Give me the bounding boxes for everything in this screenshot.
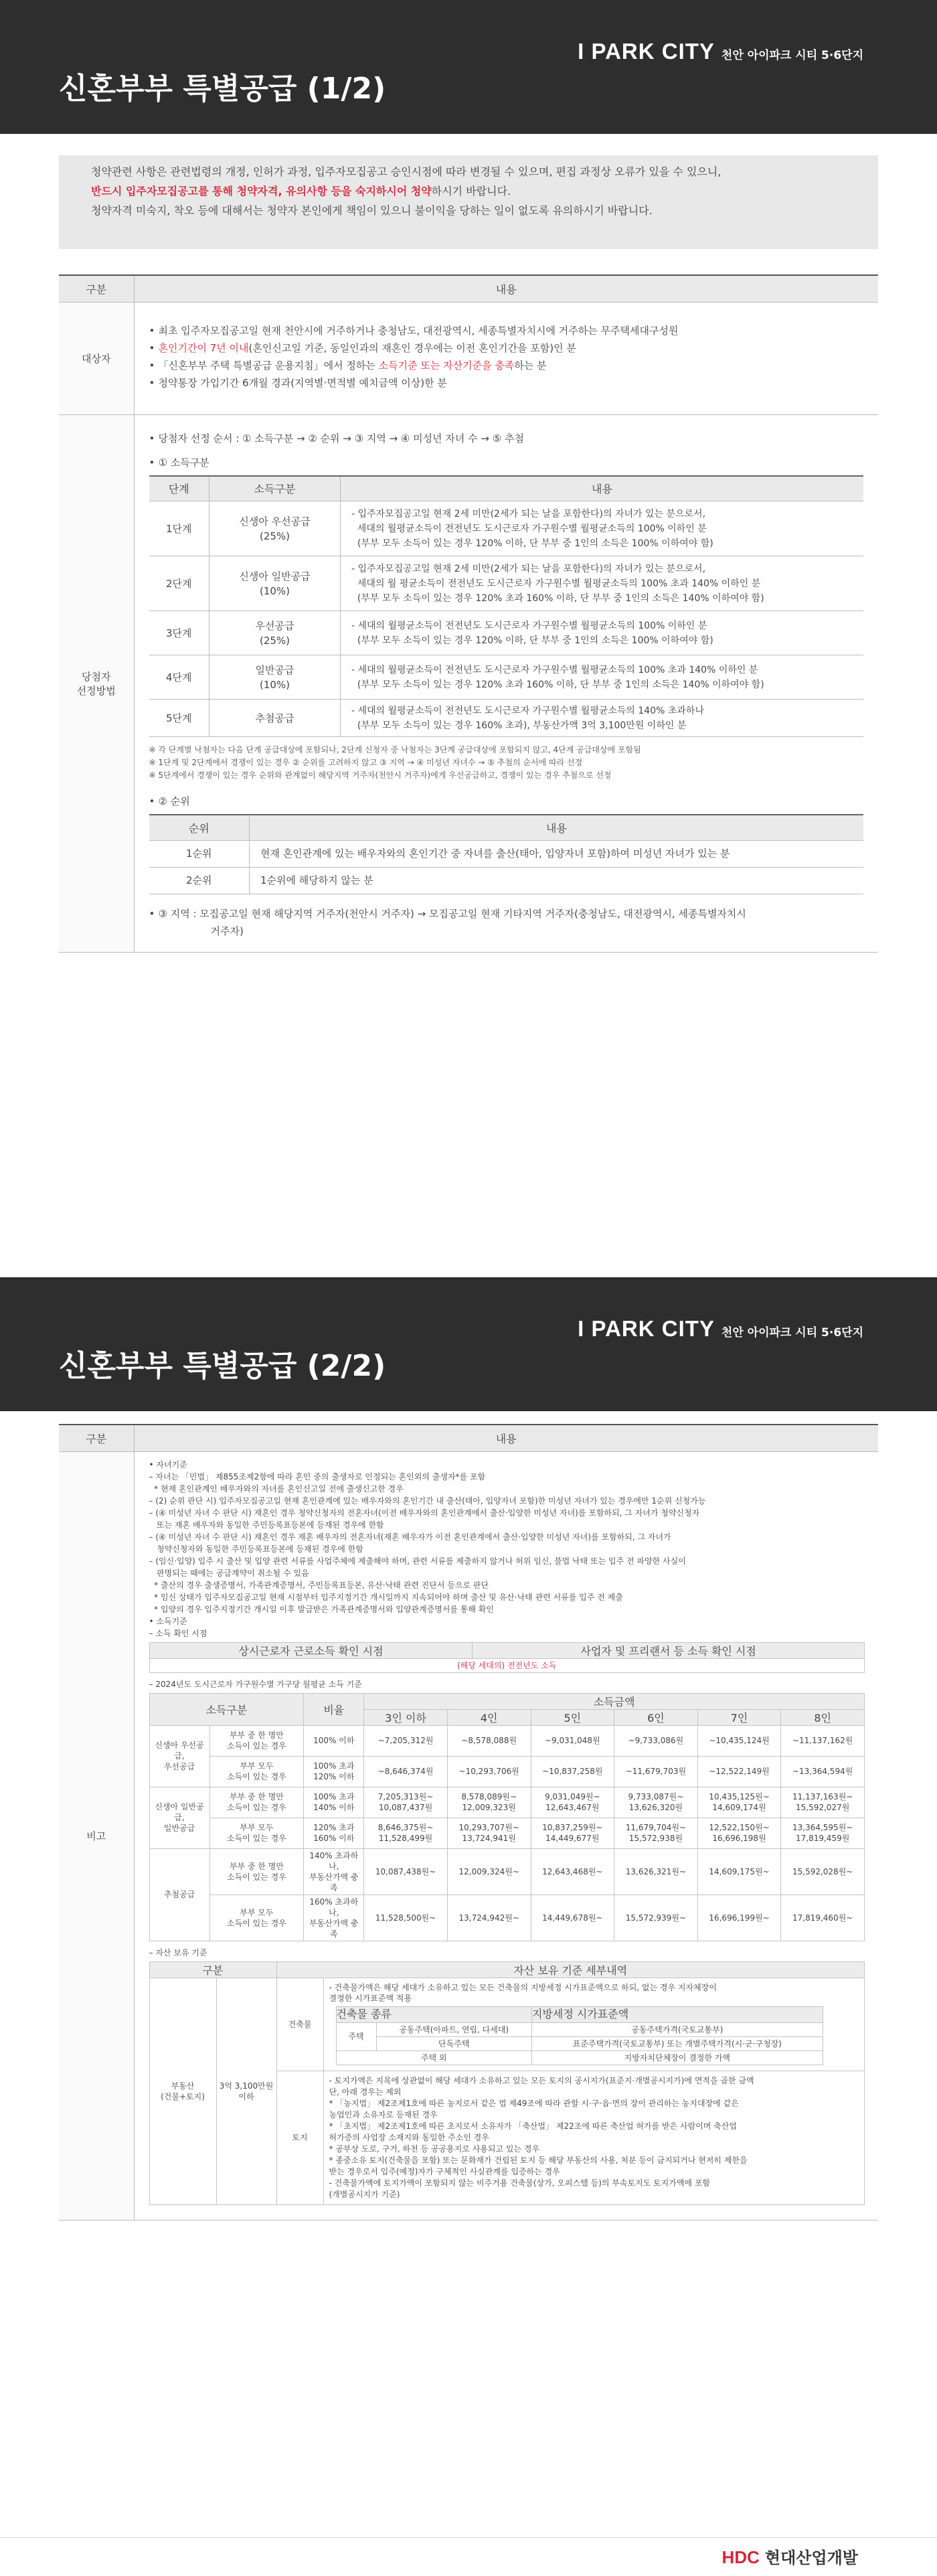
amount-cell: 14,449,678원~ xyxy=(531,1895,614,1941)
ratio-cell: 120% 초과 160% 이하 xyxy=(304,1818,364,1848)
amount-cell: 15,592,028원~ xyxy=(781,1848,865,1895)
income-row xyxy=(149,1787,865,1818)
brand-logo xyxy=(578,1316,863,1342)
amount-cell: ~11,679,703원 xyxy=(614,1756,698,1787)
building-detail xyxy=(323,1978,865,2071)
section-region xyxy=(149,905,864,940)
income-row xyxy=(149,1756,865,1787)
earner-cell: 부부 모두 소득이 있는 경우 xyxy=(209,1756,304,1787)
rank-cell: 1순위 xyxy=(149,840,250,867)
asset-land: 토지 xyxy=(276,2071,323,2204)
amount-cell: 11,528,500원~ xyxy=(364,1895,448,1941)
amount-cell: ~9,733,086원 xyxy=(614,1725,698,1756)
amount-cell: 10,837,259원~ 14,449,677원 xyxy=(531,1818,614,1848)
amount-cell: 12,522,150원~ 16,696,198원 xyxy=(697,1818,781,1848)
household-size-header: 7인 xyxy=(697,1709,781,1725)
land-detail: - 토지가액은 지목에 상관없이 해당 세대가 소유하고 있는 모든 토지의 공시지가(표준지·개별공시지가)에 면적을 곱한 금액 단, 아래 경우는 제외 * 「농지법」 제2조제1호에 따른 농지로서 같은 법 제49조에 따라 관할 시·구·읍·면의 장이 관리하는 농지대장에 같은 농업인과 소유자로 등재된 경우 * 「초지법」 제2조제1호에 따른 초지로서 소유자가 「축산법」 제22조에 따른 축산업 허가를 받은 사람이며 축산업 허가증의 사업장 소재지와 동일한 주소인 경우 * 공부상 도로, 구거, 하천 등 공공용지로 사용되고 있는 경우 * 종중소유 토지(건축물을 포함) 또는 문화재가 건립된 토지 등 해당 부동산의 사용, 처분 등이 금지되거나 현저히 제한을 받는 경우로서 입주(예정)자가 구체적인 사실관계를 입증하는 경우 - 건축물가액에 토지가액이 포함되지 않는 비주거용 건축물(상가, 오피스텔 등)의 부속토지도 토지가액에 포함 (개별공시지가 기준) xyxy=(323,2071,865,2204)
rank-row xyxy=(149,840,864,867)
tax-value: 표준주택가격(국토교통부) 또는 개별주택가격(시·군·구청장) xyxy=(531,2036,823,2050)
stage-cell: 5단계 xyxy=(149,700,209,737)
target-highlight: 혼인기간이 7년 이내 xyxy=(158,342,249,354)
remark-line: 판명되는 때에는 공급계약이 취소될 수 있음 xyxy=(149,1568,309,1578)
stage-cell: 4단계 xyxy=(149,655,209,700)
income-row xyxy=(149,1895,865,1941)
notice-line-3: 청약자격 미숙지, 착오 등에 대해서는 청약자 본인에게 책임이 있으니 불이익을 당하는 일이 없도록 유의하시기 바랍니다. xyxy=(91,204,653,217)
hdc-mark: HDC xyxy=(721,2547,760,2567)
building-type: 단독주택 xyxy=(376,2036,531,2050)
amount-cell: 10,087,438원~ xyxy=(364,1848,448,1895)
section-rank: • ② 순위 xyxy=(149,793,864,810)
page-header-2 xyxy=(0,1277,937,1411)
stage-desc-cell: - 세대의 월평균소득이 전전년도 도시근로자 가구원수별 월평균소득의 100% 이하인 분 (부부 모두 소득이 있는 경우 120% 이하, 단 부부 중 1인의 소득은 100% 이하여야 함) xyxy=(341,611,864,655)
selection-order: • 당첨자 선정 순서 : ① 소득구분 → ② 순위 → ③ 지역 → ④ 미성년 자녀 수 → ⑤ 추첨 xyxy=(149,430,864,447)
remark-line: – (④ 미성년 자녀 수 판단 시) 재혼인 경우 재혼 배우자의 전혼자녀(재혼 배우자가 이전 혼인관계에서 출산·입양한 미성년 자녀)를 포함하되, 그 자녀가 xyxy=(149,1532,671,1542)
remark-line: – 소득 확인 시점 xyxy=(149,1628,207,1638)
target-item: • 최초 입주자모집공고일 현재 천안시에 거주하거나 충청남도, 대전광역시, 세종특별자치시에 거주하는 무주택세대구성원 xyxy=(149,322,864,339)
income-group-cell: 신생아 우선공급, 우선공급 xyxy=(149,1725,209,1787)
amount-cell: ~12,522,149원 xyxy=(697,1756,781,1787)
amount-cell: 10,293,707원~ 13,724,941원 xyxy=(447,1818,531,1848)
building-type: 공동주택(아파트, 연립, 다세대) xyxy=(376,2022,531,2036)
stage-header: 단계 xyxy=(149,476,209,501)
asset-building: 건축물 xyxy=(276,1978,323,2071)
row-label-method xyxy=(59,414,134,952)
household-size-header: 6인 xyxy=(614,1709,698,1725)
rank-desc-header: 내용 xyxy=(250,815,864,840)
stage-cell: 1단계 xyxy=(149,501,209,556)
asset-title: – 자산 보유 기준 xyxy=(149,1947,207,1957)
target-text: 하는 분 xyxy=(514,359,547,372)
target-item xyxy=(149,339,864,357)
target-item: • 청약통장 가입기간 6개월 경과(지역별·면적별 예치금액 이상)한 분 xyxy=(149,374,864,392)
col-header-category: 구분 xyxy=(59,275,134,302)
remark-line: – (④ 미성년 자녀 수 판단 시) 재혼인 경우 청약신청자의 전혼자녀(이전 배우자와의 혼인관계에서 출산·입양한 미성년 자녀)를 포함하되, 그 자녀가 청약신청자 xyxy=(149,1508,700,1518)
remarks-content xyxy=(134,1451,878,2220)
income-group-cell: 신생아 일반공급, 일반공급 xyxy=(149,1787,209,1848)
logo-subtitle: 천안 아이파크 시티 5·6단지 xyxy=(721,49,863,62)
amount-cell: ~9,031,048원 xyxy=(531,1725,614,1756)
asset-detail-header: 자산 보유 기준 세부내역 xyxy=(276,1961,865,1978)
target-text: (혼인신고일 기준, 동일인과의 재혼인 경우에는 이전 혼인기간을 포함)인 분 xyxy=(248,342,576,354)
amount-cell: ~10,293,706원 xyxy=(447,1756,531,1787)
notice-line-1: 청약관련 사항은 관련법령의 개정, 인허가 과정, 입주자모집공고 승인시점에 따라 변경될 수 있으며, 편집 과정상 오류가 있을 수 있으니, xyxy=(91,165,721,178)
income-type-cell: 신생아 일반공급 (10%) xyxy=(209,556,341,611)
income-type-cell: 신생아 우선공급 (25%) xyxy=(209,501,341,556)
amount-cell: ~7,205,312원 xyxy=(364,1725,448,1756)
supply-table-1 xyxy=(59,274,878,953)
income-row xyxy=(149,1818,865,1848)
income-stage-row xyxy=(149,556,864,611)
company-name: 현대산업개발 xyxy=(764,2549,858,2567)
income-table-title: – 2024년도 도시근로자 가구원수별 가구당 월평균 소득 기준 xyxy=(149,1679,362,1689)
stage-note: ※ 1단계 및 2단계에서 경쟁이 있는 경우 ② 순위를 고려하지 않고 ③ 지역 → ④ 미성년 자녀수 → ⑤ 추첨의 순서에 따라 선정 xyxy=(149,758,583,767)
amount-cell: 8,646,375원~ 11,528,499원 xyxy=(364,1818,448,1848)
income-time-table xyxy=(149,1642,865,1673)
amount-cell: 12,009,324원~ xyxy=(447,1848,531,1895)
rank-header: 순위 xyxy=(149,815,250,840)
target-highlight: 소득기준 또는 자산기준을 충족 xyxy=(378,359,515,372)
notice-highlight: 반드시 입주자모집공고를 통해 청약자격, 유의사항 등을 숙지하시어 청약 xyxy=(91,185,432,197)
income-type-cell: 일반공급 (10%) xyxy=(209,655,341,700)
amount-cell: 16,696,199원~ xyxy=(697,1895,781,1941)
amount-cell: 14,609,175원~ xyxy=(697,1848,781,1895)
income-period: (해당 세대의) 전전년도 소득 xyxy=(149,1658,865,1672)
col-header-content: 내용 xyxy=(134,275,878,302)
ratio-cell: 160% 초과하나, 부동산가액 충족 xyxy=(304,1895,364,1941)
row-label-target: 대상자 xyxy=(59,302,134,414)
income-stage-table xyxy=(149,475,864,738)
income-type-cell: 우선공급 (25%) xyxy=(209,611,341,655)
notice-line-2 xyxy=(91,181,846,201)
page-title: 신혼부부 특별공급 (1/2) xyxy=(59,72,386,106)
amount-cell: 13,364,595원~ 17,819,459원 xyxy=(781,1818,865,1848)
household-size-header: 4인 xyxy=(447,1709,531,1725)
household-size-header: 5인 xyxy=(531,1709,614,1725)
amount-cell: 15,572,939원~ xyxy=(614,1895,698,1941)
stage-note: ※ 각 단계별 낙첨자는 다음 단계 공급대상에 포함되나, 2단계 신청자 중 낙첨자는 3단계 공급대상에 포함되지 않고, 4단계 공급대상에 포함됨 xyxy=(149,745,641,754)
method-label: 당첨자 xyxy=(82,670,111,683)
notice-line-2-rest: 하시기 바랍니다. xyxy=(431,185,511,197)
stage-desc-cell: - 입주자모집공고일 현재 2세 미만(2세가 되는 날을 포함한다)의 자녀가 있는 분으로서, 세대의 월 평균소득이 전전년도 도시근로자 가구원수별 월평균소득의 100% 초과 140% 이하인 분 (부부 모두 소득이 있는 경우 120% 초과 160% 이하, 단 부부 중 1인의 소득은 140% 이하여야 함) xyxy=(341,556,864,611)
logo-text: I PARK CITY xyxy=(578,39,715,64)
stage-cell: 3단계 xyxy=(149,611,209,655)
building-text: - 건축물가액은 해당 세대가 소유하고 있는 모든 건축물의 지방세정 시가표준액으로 하되, 없는 경우 지자체장이 결정한 시가표준액 적용 xyxy=(329,1982,717,2003)
rank-table xyxy=(149,814,864,894)
income-category-header: 소득구분 xyxy=(149,1693,304,1725)
remark-line: – 자녀는 「민법」 제855조제2항에 따라 혼인 중의 출생자로 인정되는 혼인외의 출생자*를 포함 xyxy=(149,1471,486,1481)
income-type-header: 소득구분 xyxy=(209,476,341,501)
asset-table xyxy=(149,1961,865,2205)
income-stage-row xyxy=(149,611,864,655)
earner-cell: 부부 모두 소득이 있는 경우 xyxy=(209,1818,304,1848)
amount-cell: ~10,837,258원 xyxy=(531,1756,614,1787)
target-content xyxy=(134,302,878,414)
rank-row xyxy=(149,867,864,894)
asset-category-header: 구분 xyxy=(149,1961,276,1978)
hdc-logo xyxy=(722,2545,858,2568)
rank-cell: 2순위 xyxy=(149,867,250,894)
remarks-lines xyxy=(149,1459,865,1639)
amount-cell: ~8,646,374원 xyxy=(364,1756,448,1787)
amount-cell: ~11,137,162원 xyxy=(781,1725,865,1756)
tax-value: 공동주택가격(국토교통부) xyxy=(531,2022,823,2036)
col-header-category: 구분 xyxy=(59,1425,134,1451)
asset-limit: 3억 3,100만원 이하 xyxy=(216,1978,276,2204)
logo-subtitle: 천안 아이파크 시티 5·6단지 xyxy=(721,1326,863,1340)
income-amount-table xyxy=(149,1693,865,1941)
stage-desc-cell: - 세대의 월평균소득이 전전년도 도시근로자 가구원수별 월평균소득의 140% 초과하나 (부부 모두 소득이 있는 경우 160% 초과), 부동산가액 3억 3,100만원 이하인 분 xyxy=(341,700,864,737)
income-stage-row xyxy=(149,700,864,737)
stage-desc-cell: - 세대의 월평균소득이 전전년도 도시근로자 가구원수별 월평균소득의 100% 초과 140% 이하인 분 (부부 모두 소득이 있는 경우 120% 초과 160% 이하, 단 부부 중 1인의 소득은 140% 이하여야 함) xyxy=(341,655,864,700)
stage-desc-cell: - 입주자모집공고일 현재 2세 미만(2세가 되는 날을 포함한다)의 자녀가 있는 분으로서, 세대의 월평균소득이 전전년도 도시근로자 가구원수별 월평균소득의 100% 이하인 분 (부부 모두 소득이 있는 경우 120% 이하, 단 부부 중 1인의 소득은 100% 이하여야 함) xyxy=(341,501,864,556)
method-label: 선정방법 xyxy=(76,684,116,697)
remark-line: 또는 재혼 배우자와 동일한 주민등록표등본에 등재된 경우에 한함 xyxy=(149,1520,384,1530)
amount-cell: ~8,578,088원 xyxy=(447,1725,531,1756)
footer xyxy=(0,2537,937,2576)
remark-line: 청약신청자와 동일한 주민등록표등본에 등재된 경우에 한함 xyxy=(149,1544,363,1554)
amount-cell: 7,205,313원~ 10,087,437원 xyxy=(364,1787,448,1818)
amount-header: 소득금액 xyxy=(364,1693,865,1709)
row-label-remarks: 비고 xyxy=(59,1451,134,2220)
remark-line: • 소득기준 xyxy=(149,1616,187,1626)
earner-cell: 부부 모두 소득이 있는 경우 xyxy=(209,1895,304,1941)
earner-cell: 부부 중 한 명만 소득이 있는 경우 xyxy=(209,1848,304,1895)
stage-note: ※ 5단계에서 경쟁이 있는 경우 순위와 관계없이 해당지역 거주자(천안시 거주자)에게 우선공급하고, 경쟁이 있는 경우 추첨으로 선정 xyxy=(149,771,612,780)
notice-box xyxy=(59,155,878,249)
remark-line: * 임신 상태가 입주자모집공고일 현재 시점부터 입주지정기간 개시일까지 지속되어야 하며 출산 및 유산·낙태 관련 서류를 입주 전 제출 xyxy=(149,1592,623,1602)
income-stage-row xyxy=(149,655,864,700)
amount-cell: 11,679,704원~ 15,572,938원 xyxy=(614,1818,698,1848)
asset-category: 부동산 (건물+토지) xyxy=(149,1978,216,2204)
amount-cell: 12,643,468원~ xyxy=(531,1848,614,1895)
region-text: • ③ 지역 : 모집공고일 현재 해당지역 거주자(천안시 거주자) → 모집공고일 현재 기타지역 거주자(충청남도, 대전광역시, 세종특별자치시 xyxy=(158,907,746,920)
amount-cell: 9,733,087원~ 13,626,320원 xyxy=(614,1787,698,1818)
amount-cell: ~13,364,594원 xyxy=(781,1756,865,1787)
ratio-cell: 100% 이하 xyxy=(304,1725,364,1756)
amount-cell: 13,724,942원~ xyxy=(447,1895,531,1941)
income-type-cell: 추첨공급 xyxy=(209,700,341,737)
ratio-cell: 140% 초과하나, 부동산가액 충족 xyxy=(304,1848,364,1895)
remark-line: * 현재 혼인관계인 배우자와의 자녀를 혼인신고일 전에 출생신고한 경우 xyxy=(149,1483,404,1494)
building-type-table xyxy=(336,2006,823,2065)
ratio-header: 비율 xyxy=(304,1693,364,1725)
desc-header: 내용 xyxy=(341,476,864,501)
amount-cell: ~10,435,124원 xyxy=(697,1725,781,1756)
amount-cell: 9,031,049원~ 12,643,467원 xyxy=(531,1787,614,1818)
earner-cell: 부부 중 한 명만 소득이 있는 경우 xyxy=(209,1787,304,1818)
earner-cell: 부부 중 한 명만 소득이 있는 경우 xyxy=(209,1725,304,1756)
rank-desc-cell: 현재 혼인관계에 있는 배우자와의 혼인기간 중 자녀를 출산(태아, 입양자녀 포함)하여 미성년 자녀가 있는 분 xyxy=(250,840,864,867)
amount-cell: 8,578,089원~ 12,009,323원 xyxy=(447,1787,531,1818)
amount-cell: 17,819,460원~ xyxy=(781,1895,865,1941)
target-text: 「신혼부부 주택 특별공급 운용지침」에서 정하는 xyxy=(158,359,379,372)
page-header-1 xyxy=(0,0,937,134)
stage-cell: 2단계 xyxy=(149,556,209,611)
employee-income-header: 상시근로자 근로소득 확인 시점 xyxy=(149,1642,473,1658)
building-type-header: 건축물 종류 xyxy=(336,2006,531,2022)
remark-line: – (임신·입양) 입주 시 출산 및 입양 관련 서류를 사업주체에 제출해야 하며, 관련 서류를 제출하지 않거나 허위 임신, 불법 낙태 또는 입주 전 파양한 사실이 xyxy=(149,1556,686,1566)
section-income: • ① 소득구분 xyxy=(149,454,864,471)
region-text: 거주자) xyxy=(210,924,244,937)
amount-cell: 13,626,321원~ xyxy=(614,1848,698,1895)
housing-label: 주택 xyxy=(336,2022,376,2050)
household-size-header: 3인 이하 xyxy=(364,1709,448,1725)
ratio-cell: 100% 초과 120% 이하 xyxy=(304,1756,364,1787)
logo-text: I PARK CITY xyxy=(578,1316,715,1341)
brand-logo xyxy=(578,39,863,64)
remark-line: * 입양의 경우 입주지정기간 개시일 이후 발급받은 가족관계증명서와 입양관계증명서를 통해 확인 xyxy=(149,1604,494,1614)
supply-table-2 xyxy=(59,1424,878,2221)
amount-cell: 11,137,163원~ 15,592,027원 xyxy=(781,1787,865,1818)
income-row xyxy=(149,1848,865,1895)
target-item xyxy=(149,357,864,374)
method-content xyxy=(134,414,878,952)
building-type: 주택 외 xyxy=(336,2050,531,2065)
page-title: 신혼부부 특별공급 (2/2) xyxy=(59,1349,386,1383)
income-row xyxy=(149,1725,865,1756)
rank-desc-cell: 1순위에 해당하지 않는 분 xyxy=(250,867,864,894)
tax-value-header: 지방세정 시가표준액 xyxy=(531,2006,823,2022)
income-stage-row xyxy=(149,501,864,556)
remark-line: – (2) 순위 판단 시) 입주자모집공고일 현재 혼인관계에 있는 배우자와의 혼인기간 내 출산(태아, 입양자녀 포함)한 미성년 자녀가 있는 경우에만 1순위 신청가능 xyxy=(149,1496,706,1506)
remark-line: • 자녀기준 xyxy=(149,1459,187,1469)
business-income-header: 사업자 및 프리랜서 등 소득 확인 시점 xyxy=(473,1642,865,1658)
remark-line: * 출산의 경우 출생증명서, 가족관계증명서, 주민등록표등본, 유산·낙태 관련 진단서 등으로 판단 xyxy=(149,1580,489,1590)
income-group-cell: 추첨공급 xyxy=(149,1848,209,1941)
col-header-content: 내용 xyxy=(134,1425,878,1451)
tax-value: 지방자치단체장이 결정한 가액 xyxy=(531,2050,823,2065)
amount-cell: 10,435,125원~ 14,609,174원 xyxy=(697,1787,781,1818)
ratio-cell: 100% 초과 140% 이하 xyxy=(304,1787,364,1818)
household-size-header: 8인 xyxy=(781,1709,865,1725)
